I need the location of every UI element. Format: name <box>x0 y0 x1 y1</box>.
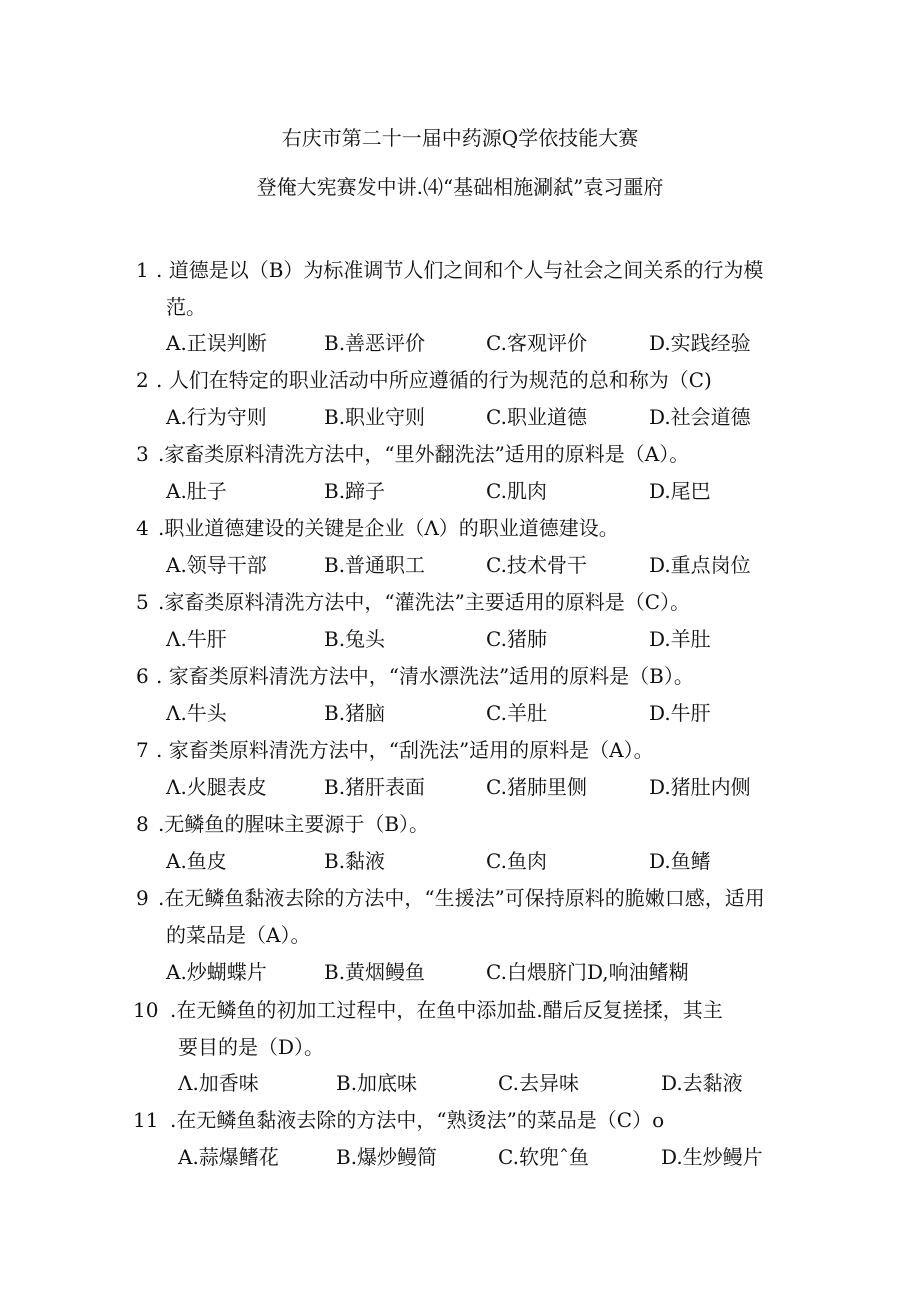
answer-option: B.蹄子 <box>324 479 386 503</box>
answer-option: Λ.火腿表皮 <box>166 775 267 799</box>
question-stem <box>136 810 429 838</box>
answer-option: C.软兜ˆ鱼 <box>498 1145 589 1169</box>
question-text: .职业道德建设的关键是企业（Λ）的职业道德建设。 <box>158 516 619 540</box>
question-text: .家畜类原料清洗方法中，“灌洗法”主要适用的原料是（C）。 <box>158 590 691 614</box>
answer-option: D.重点岗位 <box>649 553 751 577</box>
question-number: 5 <box>136 590 149 614</box>
question-stem <box>133 996 723 1024</box>
answer-option: D.尾巴 <box>649 479 711 503</box>
answer-option: C.职业道德 <box>486 405 587 429</box>
answer-option: B.爆炒鳗简 <box>336 1145 438 1169</box>
answer-option: A.蒜爆鳍花 <box>178 1145 279 1169</box>
answer-option: A.行为守则 <box>166 405 267 429</box>
answer-option: A.肚子 <box>166 479 227 503</box>
answer-option: B.加底味 <box>336 1071 418 1095</box>
question-number: 10 <box>133 998 159 1022</box>
answer-option: C.白煨脐门D,响油鳍糊 <box>486 960 689 984</box>
question-text: . 家畜类原料清洗方法中，“刮洗法”适用的原料是（A）。 <box>156 738 654 762</box>
document-subtitle: 登俺大宪赛发中讲.⑷“基础相施涮弑”袁习噩府 <box>256 175 664 199</box>
question-stem-continued: 范。 <box>166 295 206 319</box>
question-stem <box>136 366 712 394</box>
question-stem-continued: 的菜品是（A）。 <box>166 923 311 947</box>
answer-option: B.猪脑 <box>324 701 386 725</box>
question-text: . 道德是以（B）为标准调节人们之间和个人与社会之间关系的行为模 <box>156 258 764 282</box>
question-text: .家畜类原料清洗方法中，“里外翻洗法”适用的原料是（A）。 <box>158 442 690 466</box>
answer-option: C.羊肚 <box>486 701 547 725</box>
answer-option: Λ.加香味 <box>178 1071 259 1095</box>
answer-option: D.实践经验 <box>649 331 751 355</box>
answer-option: Λ.牛肝 <box>166 627 227 651</box>
question-number: 7 <box>136 738 149 762</box>
answer-option: C.肌肉 <box>486 479 547 503</box>
answer-option: C.猪肺 <box>486 627 547 651</box>
question-text: .在无鳞鱼黏液去除的方法中，“熟烫法”的菜品是（C）o <box>170 1108 665 1132</box>
question-text: .在无鳞鱼黏液去除的方法中，“生援法”可保持原料的脆嫩口感，适用 <box>158 886 765 910</box>
answer-option: D.生炒鳗片 <box>661 1145 763 1169</box>
answer-option: C.去异味 <box>498 1071 579 1095</box>
question-stem <box>136 884 765 912</box>
question-number: 1 <box>136 258 149 282</box>
answer-option: A.炒蝴蝶片 <box>166 960 267 984</box>
question-stem <box>136 256 763 284</box>
question-text: .无鳞鱼的腥味主要源于（B）。 <box>158 812 430 836</box>
answer-option: D.猪肚内侧 <box>649 775 751 799</box>
answer-option: B.黏液 <box>324 849 386 873</box>
question-stem <box>133 1106 664 1134</box>
question-text: . 家畜类原料清洗方法中，“清水漂洗法”适用的原料是（B）。 <box>156 664 694 688</box>
question-number: 11 <box>133 1108 159 1132</box>
question-number: 3 <box>136 442 149 466</box>
question-number: 4 <box>136 516 149 540</box>
answer-option: B.黄烟鳗鱼 <box>324 960 426 984</box>
answer-option: C.技术骨干 <box>486 553 587 577</box>
answer-option: A.领导干部 <box>166 553 267 577</box>
question-number: 6 <box>136 664 149 688</box>
question-stem-continued: 要目的是（D）。 <box>178 1035 325 1059</box>
question-stem <box>136 662 694 690</box>
answer-option: D.社会道德 <box>649 405 751 429</box>
answer-option: D.羊肚 <box>649 627 711 651</box>
answer-option: B.职业守则 <box>324 405 426 429</box>
answer-option: B.善恶评价 <box>324 331 426 355</box>
question-text: . 人们在特定的职业活动中所应遵循的行为规范的总和称为（C) <box>156 368 712 392</box>
answer-option: C.猪肺里侧 <box>486 775 587 799</box>
answer-option: D.鱼鳍 <box>649 849 711 873</box>
document-title: 右庆市第二十一届中药源Q学依技能大赛 <box>281 126 639 150</box>
answer-option: B.普通职工 <box>324 553 426 577</box>
answer-option: B.兔头 <box>324 627 386 651</box>
answer-option: Λ.牛头 <box>166 701 227 725</box>
answer-option: D.牛肝 <box>649 701 711 725</box>
question-stem <box>136 440 689 468</box>
question-stem <box>136 588 690 616</box>
question-number: 8 <box>136 812 149 836</box>
question-number: 9 <box>136 886 149 910</box>
answer-option: A.鱼皮 <box>166 849 227 873</box>
answer-option: B.猪肝表面 <box>324 775 426 799</box>
answer-option: C.鱼肉 <box>486 849 547 873</box>
question-stem <box>136 736 654 764</box>
answer-option: D.去黏液 <box>661 1071 743 1095</box>
question-stem <box>136 514 619 542</box>
answer-option: C.客观评价 <box>486 331 587 355</box>
answer-option: A.正误判断 <box>166 331 267 355</box>
question-number: 2 <box>136 368 149 392</box>
question-text: .在无鳞鱼的初加工过程中，在鱼中添加盐.醋后反复搓揉，其主 <box>170 998 723 1022</box>
